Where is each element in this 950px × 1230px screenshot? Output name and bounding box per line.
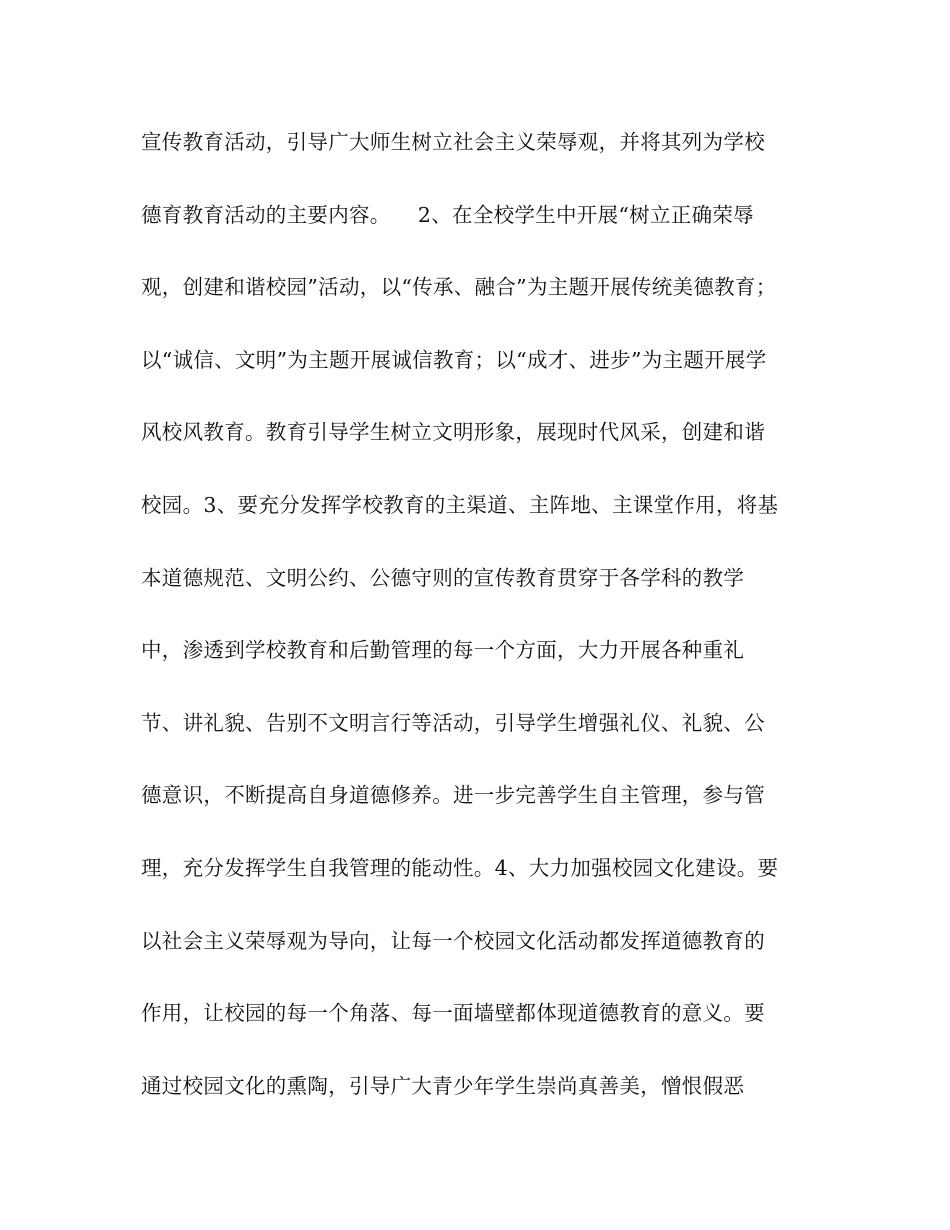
text-line: 本道德规范、文明公约、公德守则的宣传教育贯穿于各学科的教学 <box>141 565 745 590</box>
text-line: 德育教育活动的主要内容。 2、在全校学生中开展“树立正确荣辱 <box>141 202 754 227</box>
text-line: 校园。3、要充分发挥学校教育的主渠道、主阵地、主课堂作用，将基 <box>141 492 779 517</box>
text-line: 通过校园文化的熏陶，引导广大青少年学生崇尚真善美，憎恨假恶 <box>141 1073 745 1098</box>
text-line: 作用，让校园的每一个角落、每一面墙壁都体现道德教育的意义。要 <box>141 1001 765 1026</box>
text-line: 理，充分发挥学生自我管理的能动性。4、大力加强校园文化建设。要 <box>141 855 779 880</box>
text-line: 以社会主义荣辱观为导向，让每一个校园文化活动都发挥道德教育的 <box>141 928 765 953</box>
text-line: 以“诚信、文明”为主题开展诚信教育；以“成才、进步”为主题开展学 <box>141 347 767 372</box>
text-line: 观，创建和谐校园”活动，以“传承、融合”为主题开展传统美德教育； <box>141 275 777 300</box>
body-text <box>141 120 821 1136</box>
text-line: 节、讲礼貌、告别不文明言行等活动，引导学生增强礼仪、礼貌、公 <box>141 710 765 735</box>
text-line: 宣传教育活动，引导广大师生树立社会主义荣辱观，并将其列为学校 <box>141 130 765 154</box>
text-line: 德意识，不断提高自身道德修养。进一步完善学生自主管理，参与管 <box>141 783 765 808</box>
text-line: 风校风教育。教育引导学生树立文明形象，展现时代风采，创建和谐 <box>141 420 765 445</box>
text-line: 中，渗透到学校教育和后勤管理的每一个方面，大力开展各种重礼 <box>141 638 745 663</box>
